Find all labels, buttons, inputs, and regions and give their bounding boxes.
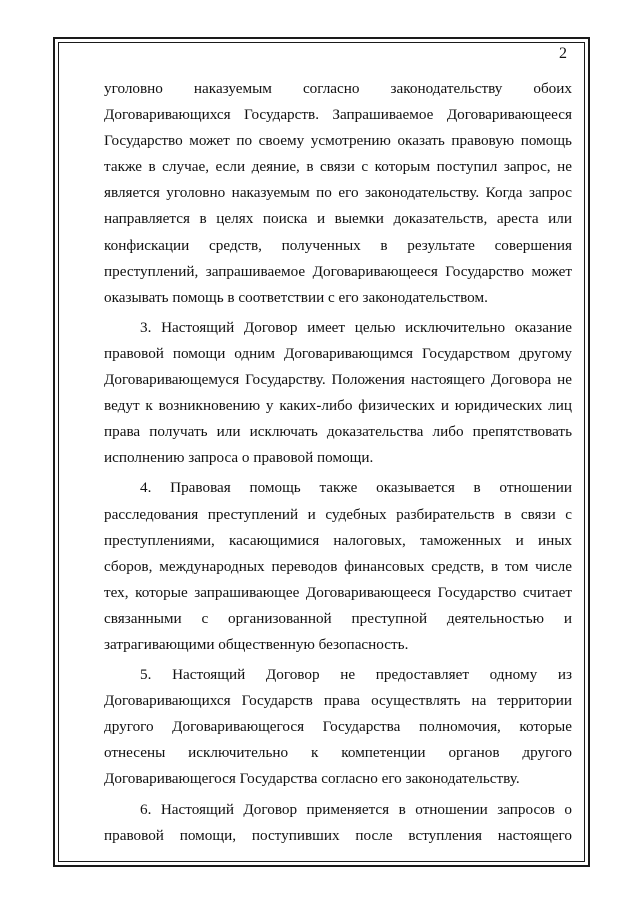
paragraph-continuation: уголовно наказуемым согласно законодательству обоих Договаривающихся Государств. Запрашиваемое Договаривающееся Государство может по своему усмотрению оказать правовую помощь также в случае, если деяние, в связи с которым поступил запрос, не является уголовно наказуемым по его законодательству. Когда запрос направляется в целях поиска и выемки доказательств, ареста или конфискации средств, полученных в результате совершения преступлений, запрашиваемое Договаривающееся Государство может оказывать помощь в соответствии с его законодательством. [104,80,572,306]
paragraph-6: 6. Настоящий Договор применяется в отношении запросов о правовой помощи, поступивших после вступления настоящего [104,800,572,844]
document-body [104,76,572,853]
page-number: 2 [559,45,567,62]
paragraph-5: 5. Настоящий Договор не предоставляет одному из Договаривающихся Государств права осуществлять на территории другого Договаривающегося Государства полномочия, которые отнесены исключительно к компетенции органов другого Договаривающегося Государства согласно его законодательству. [104,666,572,788]
paragraph-3: 3. Настоящий Договор имеет целью исключительно оказание правовой помощи одним Договаривающимся Государством другому Договаривающемуся Государству. Положения настоящего Договора не ведут к возникновению у каких-либо физических и юридических лиц права получать или исключать доказательства либо препятствовать исполнению запроса о правовой помощи. [104,318,572,467]
paragraph-4: 4. Правовая помощь также оказывается в отношении расследования преступлений и судебных разбирательств в связи с преступлениями, касающимися налоговых, таможенных и иных сборов, международных переводов финансовых средств, в том числе тех, которые запрашивающее Договаривающееся Государство считает связанными с организованной преступной деятельностью и затрагивающими общественную безопасность. [104,479,572,653]
